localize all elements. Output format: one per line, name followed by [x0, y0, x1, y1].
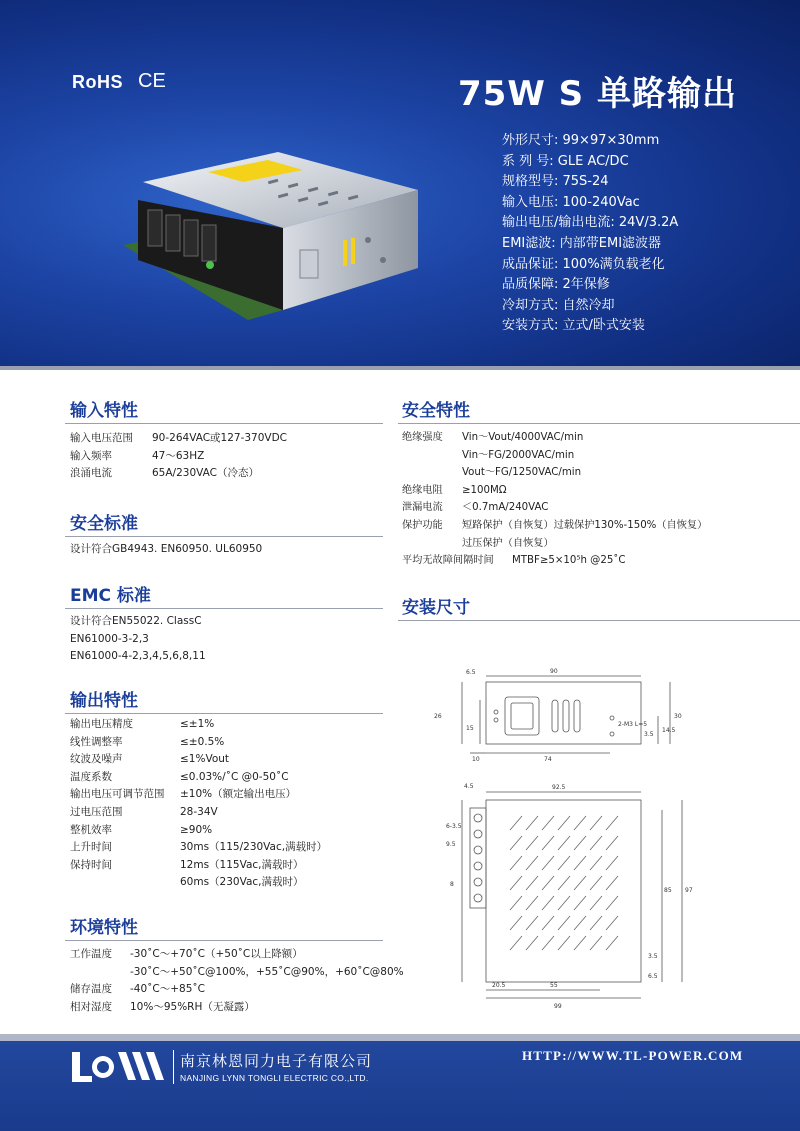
divider — [0, 366, 800, 370]
input-table — [70, 430, 287, 483]
row-label: 线性调整率 — [70, 735, 123, 748]
output-table — [70, 716, 327, 892]
section-title-safety-standard: 安全标准 — [70, 514, 138, 534]
dim-label: 92.5 — [552, 784, 566, 791]
hero-banner — [0, 0, 800, 366]
row-label: 浪涌电流 — [70, 467, 112, 480]
row-value: ≤±0.5% — [180, 735, 225, 748]
table-row — [70, 839, 327, 857]
row-value: -40˚C～+85˚C — [130, 983, 205, 996]
spec-item: 成品保证: 100%满负载老化 — [502, 256, 665, 272]
emc-lines — [70, 613, 206, 666]
spec-item: 输出电压/输出电流: 24V/3.2A — [502, 215, 679, 231]
row-label: 过电压范围 — [70, 805, 123, 818]
divider — [173, 1050, 174, 1084]
row-value: ≥90% — [180, 823, 213, 836]
row-value: Vout～FG/1250VAC/min — [462, 467, 582, 479]
row-value: -30˚C～+50˚C@100%，+55˚C@90%，+60˚C@80% — [130, 965, 404, 978]
row-value: 10%～95%RH（无凝露） — [130, 1000, 255, 1013]
row-label: 绝缘强度 — [402, 432, 443, 443]
row-label — [402, 535, 462, 553]
table-row — [402, 552, 707, 570]
spec-item: 外形尺寸: 99×97×30mm — [502, 133, 660, 148]
table-row — [402, 535, 707, 553]
row-label: 泄漏电流 — [402, 502, 443, 514]
row-value: 90-264VAC或127-370VDC — [152, 432, 288, 444]
table-row — [70, 716, 327, 734]
table-row — [70, 465, 287, 483]
row-value: ≤1%Vout — [180, 753, 230, 766]
footer-stripe — [0, 1034, 800, 1041]
dim-label: 3.5 — [644, 731, 654, 738]
table-row — [70, 769, 327, 787]
row-label — [70, 964, 130, 982]
dim-label: 2-M3 L=5 — [618, 721, 648, 728]
spec-item: 规格型号: 75S-24 — [502, 174, 609, 190]
dim-label: 15 — [466, 725, 474, 732]
section-title-output: 输出特性 — [70, 691, 138, 711]
row-label: 整机效率 — [70, 823, 112, 836]
dim-label: 74 — [544, 756, 552, 763]
spec-item: 冷却方式: 自然冷却 — [502, 297, 615, 313]
row-label: 输出电压可调节范围 — [70, 788, 165, 801]
table-row — [70, 430, 287, 448]
row-value: 28-34V — [180, 805, 218, 818]
dim-label: 20.5 — [492, 982, 506, 989]
table-row — [402, 447, 707, 465]
dim-label: 6-3.5 — [446, 823, 462, 830]
table-row — [70, 999, 404, 1017]
company-name-en: NANJING LYNN TONGLI ELECTRIC CO.,LTD. — [180, 1073, 369, 1083]
divider — [398, 423, 800, 424]
emc-line: EN61000-3-2,3 — [70, 632, 149, 645]
mounting-drawing — [400, 660, 800, 1025]
table-row — [70, 786, 327, 804]
dim-label: 6.5 — [648, 973, 658, 980]
table-row — [70, 857, 327, 875]
dim-label: 8 — [450, 881, 454, 888]
rohs-mark: RoHS — [72, 72, 123, 92]
row-label: 工作温度 — [70, 948, 112, 960]
company-name-cn: 南京林恩同力电子有限公司 — [180, 1052, 373, 1070]
row-label: 保持时间 — [70, 858, 112, 871]
row-label — [402, 447, 462, 465]
row-label: 温度系数 — [70, 770, 112, 783]
spec-item: 安装方式: 立式/卧式安装 — [502, 318, 645, 334]
table-row — [70, 448, 287, 466]
row-value: ≤±1% — [180, 718, 215, 730]
table-row — [402, 464, 707, 482]
dim-label: 30 — [674, 713, 682, 720]
divider — [65, 536, 383, 537]
spec-summary — [502, 131, 678, 337]
row-value: 65A/230VAC（冷态） — [152, 467, 259, 480]
row-value: Vin～FG/2000VAC/min — [462, 449, 575, 461]
divider — [65, 940, 383, 941]
row-value: ±10%（额定输出电压） — [180, 788, 297, 801]
row-label: 输入电压范围 — [70, 432, 133, 444]
emc-line: 设计符合EN55022. ClassC — [70, 615, 202, 627]
dim-label: 10 — [472, 756, 480, 763]
spec-item: 系 列 号: GLE AC/DC — [502, 153, 629, 169]
row-value: 过压保护（自恢复） — [462, 537, 554, 549]
table-row — [70, 981, 404, 999]
page-title: 75W S 单路输出 — [458, 74, 737, 114]
row-label: 储存温度 — [70, 983, 112, 996]
website-link[interactable]: HTTP://WWW.TL-POWER.COM — [522, 1048, 744, 1063]
row-value: 30ms（115/230Vac,满载时） — [180, 841, 328, 854]
company-logo-icon — [70, 1050, 170, 1084]
row-value: -30˚C～+70˚C（+50˚C以上降额） — [130, 948, 303, 960]
row-value: ≤0.03%/˚C @0-50˚C — [180, 770, 289, 783]
divider — [65, 608, 383, 609]
table-row — [70, 734, 327, 752]
dim-label: 55 — [550, 982, 558, 989]
row-label — [402, 464, 462, 482]
row-value: Vin～Vout/4000VAC/min — [462, 432, 584, 443]
row-label: 输入频率 — [70, 449, 112, 462]
divider — [398, 620, 800, 621]
table-row — [70, 751, 327, 769]
safety-table — [402, 429, 707, 570]
table-row — [402, 429, 707, 447]
row-label: 绝缘电阻 — [402, 484, 443, 496]
table-row — [70, 804, 327, 822]
environment-table — [70, 946, 404, 1016]
table-row — [402, 482, 707, 500]
dim-label: 90 — [550, 668, 558, 675]
row-value: 47～63HZ — [152, 449, 205, 462]
dim-label: 99 — [554, 1003, 562, 1010]
spec-item: 输入电压: 100-240Vac — [502, 194, 640, 210]
row-label: 输出电压精度 — [70, 718, 133, 730]
divider — [65, 713, 383, 714]
row-label: 纹波及噪声 — [70, 753, 123, 766]
row-value: 12ms（115Vac,满载时） — [180, 858, 304, 871]
dim-label: 6.5 — [466, 669, 476, 676]
row-value: MTBF≥5×10⁵h @25˚C — [512, 555, 626, 567]
row-value: 短路保护（自恢复）过载保护130%-150%（自恢复） — [462, 519, 708, 531]
row-value: 60ms（230Vac,满载时） — [180, 876, 304, 889]
dim-label: 3.5 — [648, 953, 658, 960]
section-title-input: 输入特性 — [70, 401, 138, 421]
row-label: 上升时间 — [70, 841, 112, 854]
table-row — [70, 874, 327, 892]
divider — [65, 423, 383, 424]
table-row — [70, 822, 327, 840]
dim-label: 26 — [434, 713, 442, 720]
row-value: ＜0.7mA/240VAC — [462, 502, 549, 514]
dim-label: 4.5 — [464, 783, 474, 790]
row-label: 相对湿度 — [70, 1000, 112, 1013]
dim-label: 14.5 — [662, 727, 676, 734]
row-label: 保护功能 — [402, 519, 443, 531]
table-row — [402, 517, 707, 535]
dim-label: 97 — [685, 887, 693, 894]
section-title-environment: 环境特性 — [70, 918, 138, 938]
safety-standard-text: 设计符合GB4943. EN60950. UL60950 — [70, 543, 263, 555]
spec-item: 品质保障: 2年保修 — [502, 277, 610, 293]
table-row — [402, 499, 707, 517]
dim-label: 85 — [664, 887, 672, 894]
section-title-mounting: 安装尺寸 — [402, 598, 470, 618]
product-image — [118, 150, 438, 330]
emc-line: EN61000-4-2,3,4,5,6,8,11 — [70, 650, 206, 663]
row-value: ≥100MΩ — [462, 484, 507, 496]
ce-mark: CE — [138, 70, 166, 92]
row-label — [70, 874, 180, 892]
table-row — [70, 946, 404, 964]
dim-label: 9.5 — [446, 841, 456, 848]
section-title-safety: 安全特性 — [402, 401, 470, 421]
section-title-emc: EMC 标准 — [70, 586, 151, 606]
row-label: 平均无故障间隔时间 — [402, 555, 494, 567]
spec-item: EMI滤波: 内部带EMI滤波器 — [502, 235, 662, 251]
table-row — [70, 964, 404, 982]
